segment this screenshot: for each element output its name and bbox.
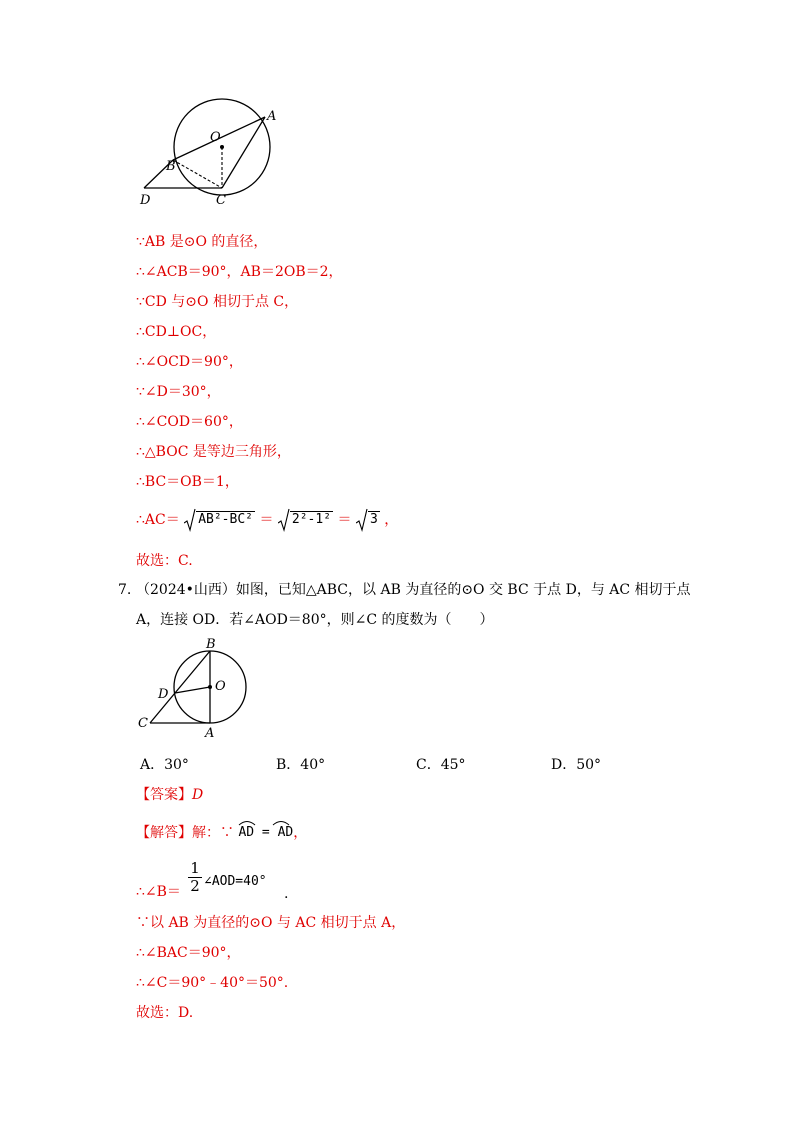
- radicand-2: 2²-1²: [291, 512, 332, 527]
- explain-tag: 【解答】: [136, 825, 192, 841]
- explain-line: [136, 823, 307, 845]
- arc-mark-left-icon: [238, 820, 256, 826]
- fraction-denominator: 2: [190, 877, 200, 895]
- figure-circle-tangent-2: [130, 635, 260, 743]
- explain-intro: 解：∵: [192, 825, 234, 841]
- angle-b-end: .: [284, 886, 289, 902]
- solution-line: ∴∠ACB＝90°，AB＝2OB＝2，: [136, 264, 343, 280]
- equals-2: ＝: [337, 512, 352, 528]
- ac-suffix: ，: [384, 512, 399, 528]
- question-stem-line2: A，连接 OD．若∠AOD＝80°，则∠C 的度数为（ ）: [136, 612, 494, 628]
- sqrt-ab2-bc2: [184, 508, 255, 532]
- solution-line: ∵CD 与⊙O 相切于点 C，: [136, 294, 299, 310]
- answer-line: ∵以 AB 为直径的⊙O 与 AC 相切于点 A，: [136, 915, 406, 931]
- solution-line: ∵∠D＝30°，: [136, 384, 221, 400]
- center-point-o: [208, 685, 212, 689]
- figure-circle-tangent-1: [130, 90, 300, 215]
- question-stem-line1: （2024•山西）如图，已知△ABC，以 AB 为直径的⊙O 交 BC 于点 D，与 AC 相切于点: [136, 582, 691, 598]
- arc-comma: ，: [293, 825, 308, 841]
- radical-sign-icon: [356, 508, 368, 532]
- label-b: B: [166, 159, 176, 174]
- solution-line: ∵AB 是⊙O 的直径，: [136, 234, 268, 250]
- ac-prefix: ∴AC＝: [136, 512, 180, 528]
- arc-equality: [238, 823, 293, 842]
- solution-line: ∴∠OCD＝90°，: [136, 354, 243, 370]
- angle-aod-expr: ∠AOD=40°: [204, 874, 267, 889]
- question-number: 7.: [118, 582, 132, 598]
- label-a: A: [267, 109, 277, 124]
- option-b[interactable]: B．40°: [276, 757, 326, 773]
- answer-line: [136, 786, 203, 804]
- answer-tag: 【答案】: [136, 787, 192, 803]
- label-b: B: [206, 637, 216, 652]
- radicand-1: AB²-BC²: [198, 512, 253, 527]
- solution-line: ∴CD⊥OC，: [136, 324, 217, 340]
- radical-sign-icon: [278, 508, 290, 532]
- label-d: D: [158, 687, 169, 702]
- answer-choose: 故选：D.: [136, 1005, 194, 1021]
- segment-do: [175, 687, 210, 693]
- label-o: O: [215, 679, 226, 694]
- option-a[interactable]: A．30°: [140, 757, 189, 773]
- radical-sign-icon: [184, 508, 196, 532]
- answer-value: D: [192, 787, 204, 803]
- sqrt-2sq-1sq: [278, 508, 333, 532]
- label-d: D: [140, 193, 151, 208]
- ac-formula: [136, 508, 398, 534]
- solution-line: ∴△BOC 是等边三角形，: [136, 444, 291, 460]
- answer-line: ∴∠C＝90°﹣40°＝50°.: [136, 975, 289, 991]
- option-d[interactable]: D．50°: [551, 757, 602, 773]
- answer-line: ∴∠BAC＝90°，: [136, 945, 241, 961]
- fraction-half: [188, 860, 202, 895]
- label-c: C: [216, 193, 226, 208]
- arc-equality-text: AD = AD: [238, 825, 294, 840]
- label-o: O: [210, 130, 221, 145]
- option-c[interactable]: C．45°: [416, 757, 466, 773]
- solution-choose: 故选：C.: [136, 553, 193, 569]
- solution-line: ∴∠COD＝60°，: [136, 414, 243, 430]
- sqrt-3: [356, 508, 380, 532]
- radicand-3: 3: [369, 512, 378, 527]
- label-c: C: [138, 716, 148, 731]
- equals-1: ＝: [259, 512, 274, 528]
- solution-line: ∴BC＝OB＝1，: [136, 474, 239, 490]
- arc-mark-right-icon: [272, 820, 290, 826]
- angle-b-prefix: ∴∠B＝: [136, 884, 181, 900]
- fraction-numerator: 1: [190, 859, 200, 877]
- segment-bc-dashed: [173, 160, 222, 188]
- label-a: A: [205, 726, 215, 741]
- center-point-o: [220, 145, 224, 149]
